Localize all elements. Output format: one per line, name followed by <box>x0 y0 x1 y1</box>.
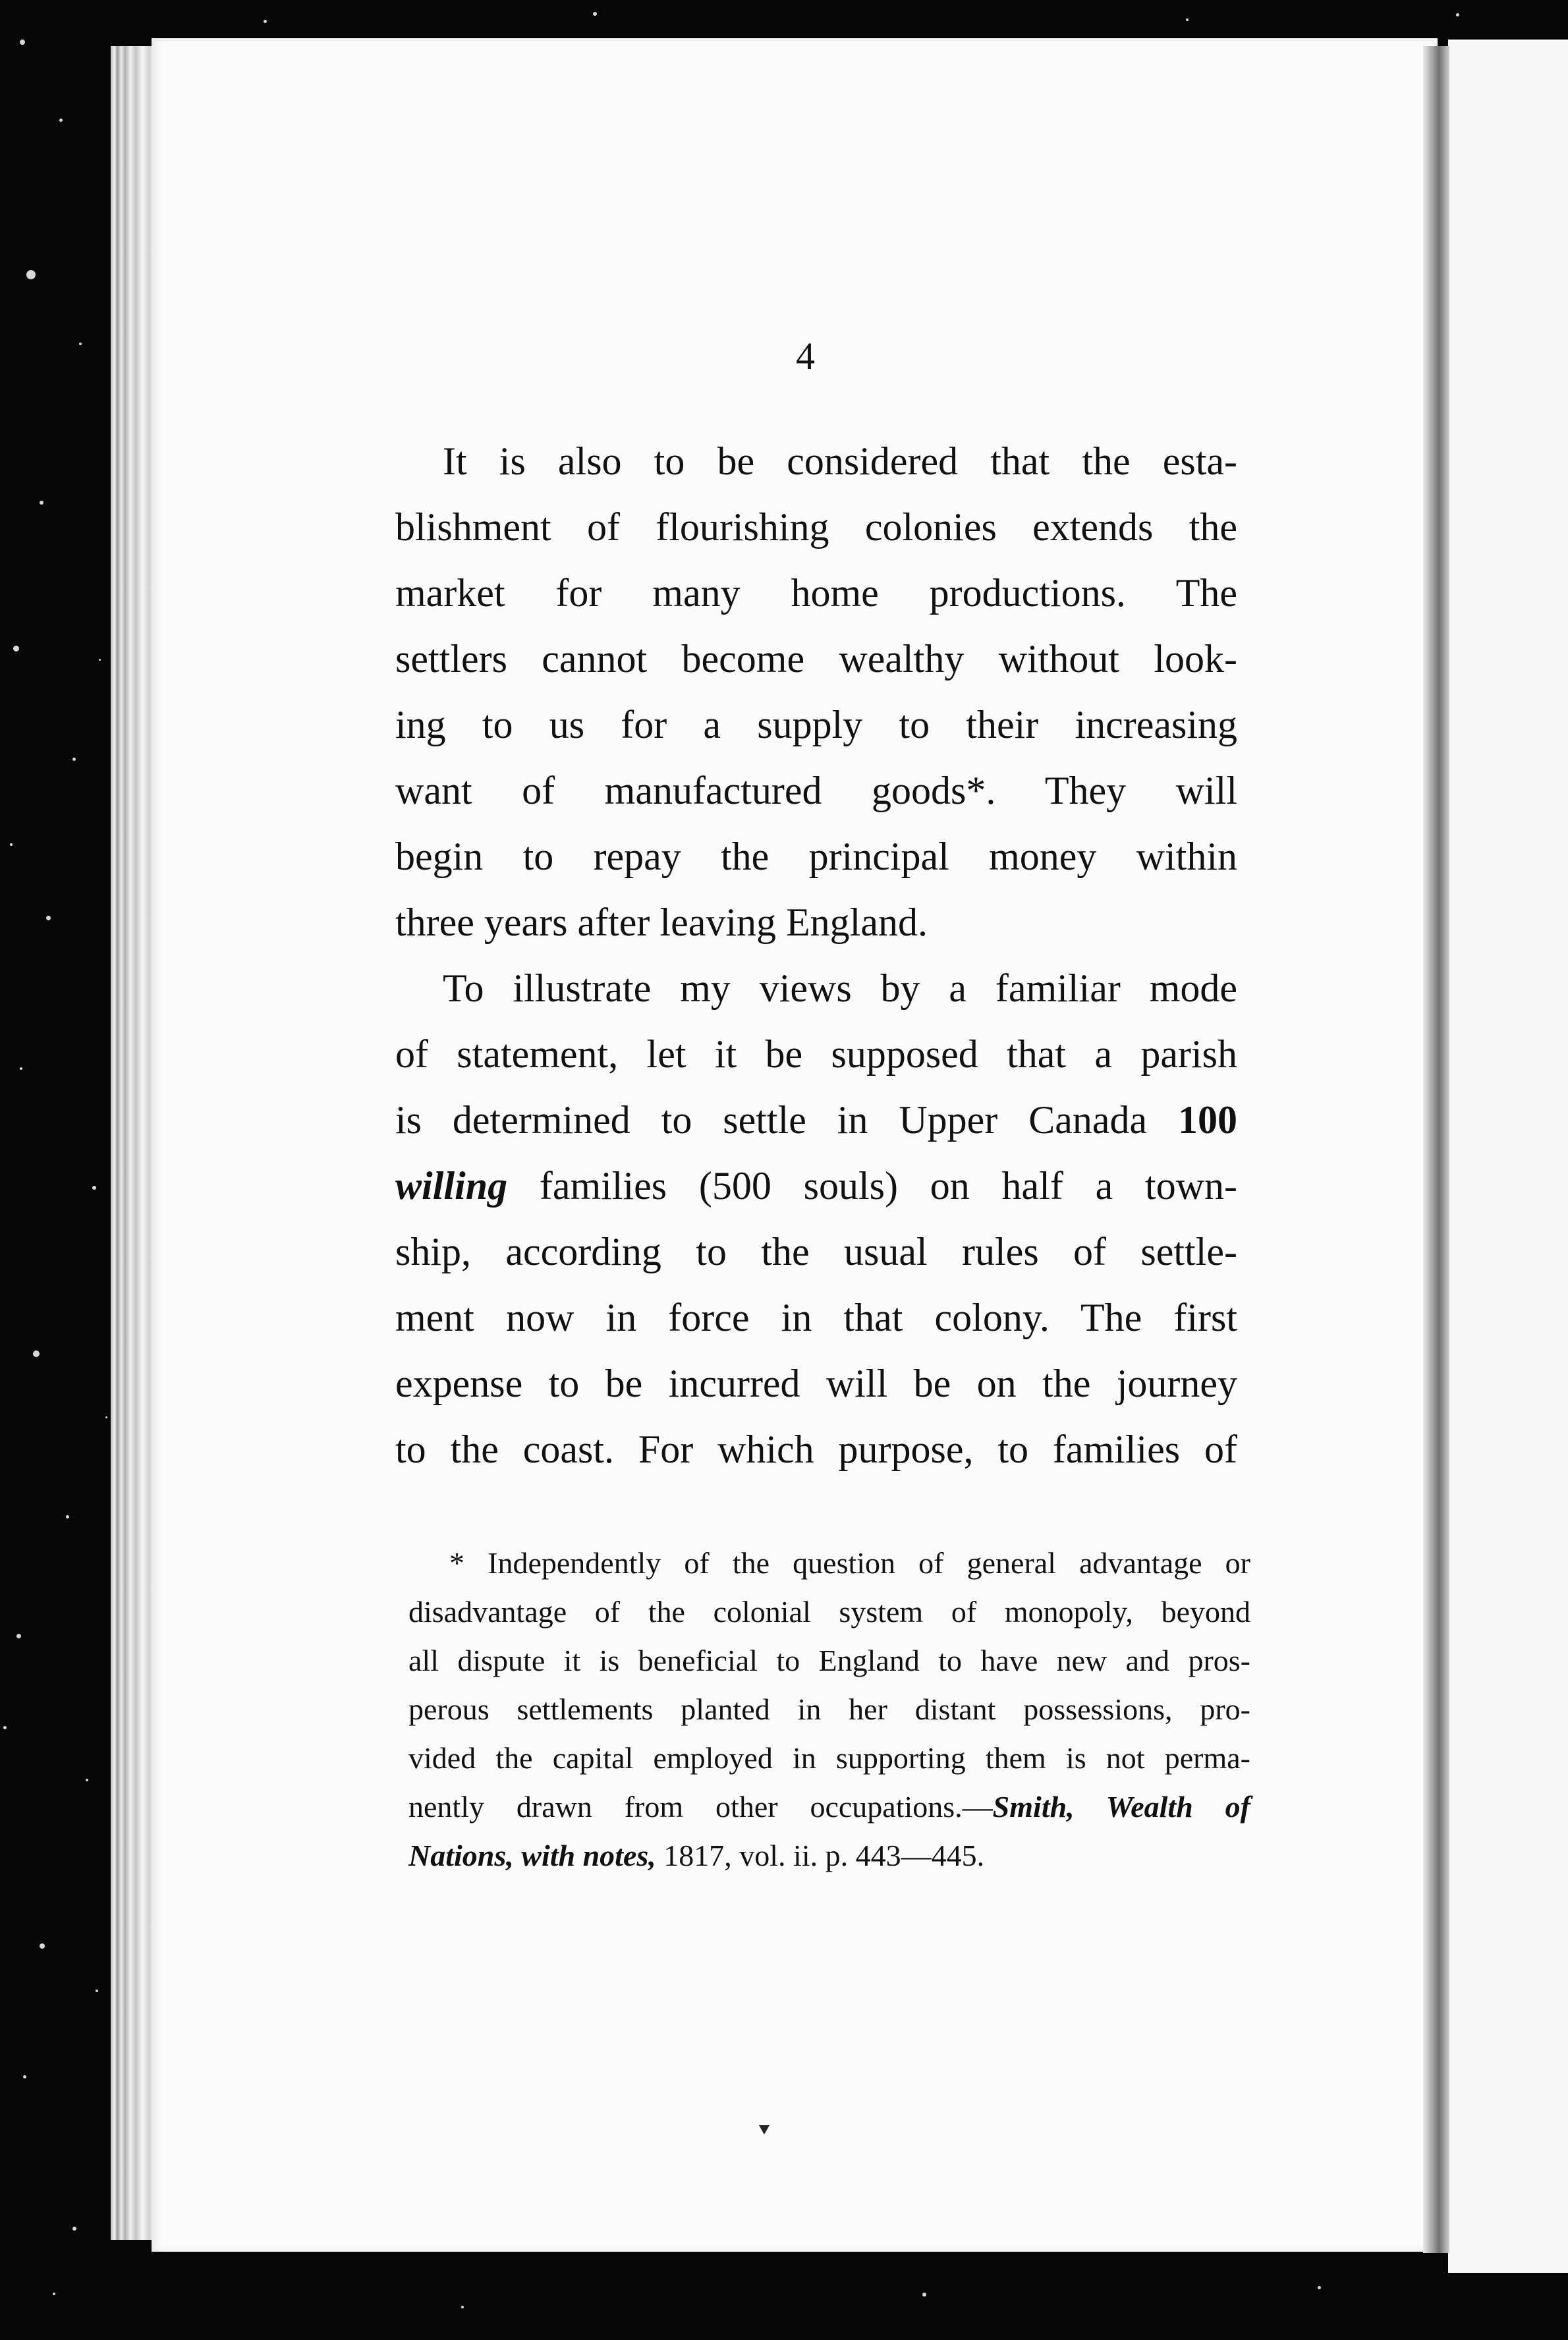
text-line: want of manufactured goods*. They will <box>395 769 1237 812</box>
text-line: to the coast. For which purpose, to families of <box>395 1428 1237 1471</box>
scan-speck <box>53 2293 55 2295</box>
scan-speck <box>33 1351 40 1357</box>
scan-speck <box>1186 18 1189 21</box>
scan-speck <box>72 2227 76 2231</box>
citation-italic: Nations, with notes, <box>408 1839 656 1872</box>
book-gutter <box>1423 46 1449 2253</box>
text-line <box>395 1153 1237 1219</box>
scan-speck <box>1456 13 1459 16</box>
scan-speck <box>86 1779 88 1781</box>
text-span: families (500 souls) on half a town- <box>539 1164 1238 1208</box>
text-line: settlers cannot become wealthy without look- <box>395 637 1237 681</box>
body-text <box>395 428 1237 1482</box>
footnote-line: perous settlements planted in her distant possessions, pro- <box>408 1692 1250 1726</box>
scan-speck <box>40 1943 45 1949</box>
scan-speck <box>72 758 76 761</box>
scan-speck <box>3 1726 7 1729</box>
text-line: begin to repay the principal money within <box>395 835 1237 878</box>
facing-page-edge <box>1448 40 1568 2273</box>
scan-speck <box>593 12 597 16</box>
scan-speck <box>96 1990 98 1992</box>
scan-speck <box>16 1634 21 1638</box>
text-line: blishment of flourishing colonies extends the <box>395 505 1237 549</box>
text-line: of statement, let it be supposed that a parish <box>395 1032 1237 1076</box>
text-line: To illustrate my views by a familiar mode <box>443 966 1237 1010</box>
footnote-line: * Independently of the question of general advantage or <box>449 1546 1250 1580</box>
scan-speck <box>26 270 36 279</box>
text-span: nently drawn from other occupations.— <box>408 1790 993 1824</box>
scan-speck <box>99 659 101 661</box>
number-span: 100 <box>1178 1098 1238 1142</box>
scan-speck <box>461 2306 464 2308</box>
text-line: market for many home productions. The <box>395 571 1237 615</box>
scan-speck <box>92 1186 96 1190</box>
scan-speck <box>59 119 63 122</box>
scan-speck <box>46 916 51 920</box>
text-line: three years after leaving England. <box>395 901 928 944</box>
text-line: ment now in force in that colony. The first <box>395 1296 1237 1339</box>
page-number: 4 <box>796 335 815 377</box>
scan-speck <box>20 40 25 45</box>
scan-speck <box>13 646 19 652</box>
text-span: is determined to settle in Upper Canada <box>395 1098 1148 1142</box>
scan-speck <box>10 843 13 846</box>
scan-speck <box>105 1416 107 1418</box>
scan-speck <box>1318 2286 1321 2289</box>
footnote-line: vided the capital employed in supporting them is not perma- <box>408 1741 1250 1775</box>
scan-speck <box>66 1515 69 1518</box>
footnote-line <box>408 1831 1250 1880</box>
printer-mark <box>759 2125 770 2134</box>
footnote <box>408 1539 1250 1880</box>
scan-speck <box>264 20 267 23</box>
scan-speck <box>23 2075 26 2078</box>
footnote-line: disadvantage of the colonial system of monopoly, beyond <box>408 1595 1250 1629</box>
text-span: 1817, vol. ii. p. 443—445. <box>656 1839 985 1872</box>
footnote-line: all dispute it is beneficial to England to have new and pros- <box>408 1644 1250 1677</box>
citation-italic: Smith, Wealth of <box>992 1790 1251 1824</box>
text-line: ship, according to the usual rules of settle- <box>395 1230 1237 1273</box>
scan-speck <box>922 2293 926 2297</box>
text-line: expense to be incurred will be on the journey <box>395 1362 1237 1405</box>
scan-speck <box>79 343 82 345</box>
text-line <box>395 1087 1237 1153</box>
footnote-line <box>408 1783 1250 1831</box>
italic-word: willing <box>395 1164 508 1208</box>
scan-speck <box>40 501 43 505</box>
scan-speck <box>20 1067 22 1070</box>
text-line: ing to us for a supply to their increasing <box>395 703 1237 746</box>
text-line: It is also to be considered that the esta- <box>443 439 1237 483</box>
